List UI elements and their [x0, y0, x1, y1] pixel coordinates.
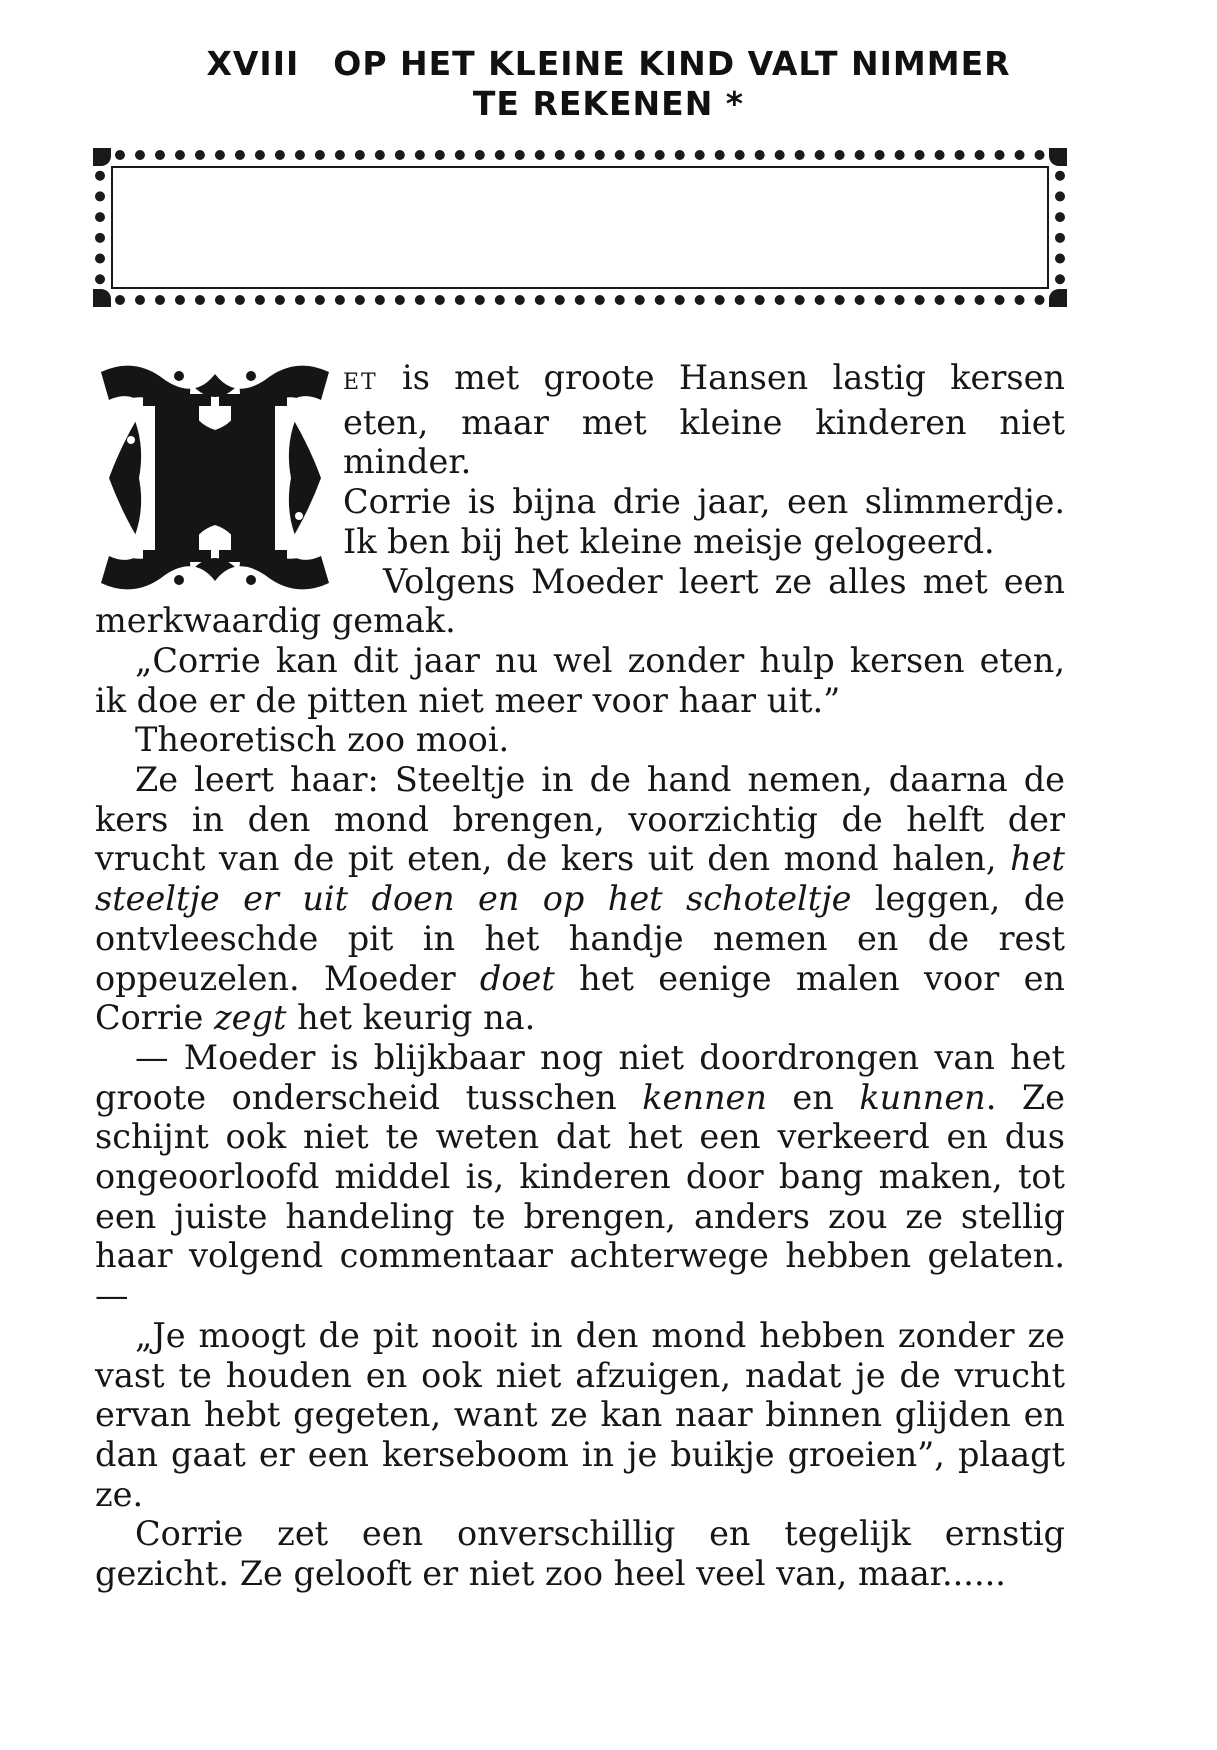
paragraph-5: Theoretisch zoo mooi. — [135, 720, 510, 760]
frame-corner-ornament — [1049, 148, 1067, 166]
paragraph-8: „Je moogt de pit nooit in den mond hebben zonder ze vast te houden en ook niet afzuigen, nadat je de vrucht ervan hebt gegeten, want ze kan naar binnen glijden en dan gaat er een kerseboom in je buikje groeien”, plaagt ze. — [95, 1315, 1065, 1514]
paragraph-3: Volgens Moeder leert ze alles met een merkwaardig gemak. — [95, 561, 1065, 641]
text-run: en — [766, 1077, 860, 1117]
text-run: Ze leert haar: Steeltje in de hand nemen, daarna de kers in den mond brengen, voorzichtig de helft der vrucht van de pit eten, de kers uit den mond halen, — [95, 760, 1065, 879]
paragraph-2: Corrie is bijna drie jaar, een slimmerdje. Ik ben bij het kleine meisje gelogeerd. — [343, 482, 1065, 561]
chapter-heading — [0, 44, 1217, 124]
italic-run: kennen — [642, 1077, 767, 1117]
frame-corner-ornament — [1049, 289, 1067, 307]
dropcap-space — [95, 358, 343, 594]
paragraph-1-text: is met groote Hansen lastig kersen eten, maar met kleine kinderen niet minder. — [343, 358, 1065, 482]
chapter-title-line-2: TE REKENEN * — [472, 84, 745, 123]
chapter-title-line-1: OP HET KLEINE KIND VALT NIMMER — [333, 44, 1011, 83]
text-run: het keurig na. — [286, 998, 536, 1038]
text-run: het eenige malen voor en Corrie — [95, 958, 1065, 1038]
chapter-heading-frame — [95, 150, 1065, 305]
italic-run: doet — [479, 958, 555, 998]
frame-corner-ornament — [93, 148, 111, 166]
paragraph-4: „Corrie kan dit jaar nu wel zonder hulp kersen eten, ik doe er de pitten niet meer voor haar uit.” — [95, 640, 1065, 720]
paragraph-9: Corrie zet een onverschillig en tegelijk ernstig gezicht. Ze gelooft er niet zoo heel veel van, maar...... — [95, 1514, 1065, 1594]
italic-run: kunnen — [859, 1077, 986, 1117]
paragraph-6 — [95, 760, 1065, 1038]
small-caps-lead: ET — [343, 370, 378, 395]
body-text — [95, 358, 1065, 1594]
text-run: — Moeder is blijkbaar nog niet doordrongen van het groote onderscheid tusschen — [95, 1037, 1065, 1117]
italic-run: zegt — [214, 998, 287, 1038]
frame-corner-ornament — [93, 289, 111, 307]
italic-run: het steeltje er uit doen en op het schoteltje — [95, 839, 1065, 919]
text-run: leggen, de ontvleeschde pit in het handje nemen en de rest oppeuzelen. Moeder — [95, 879, 1066, 998]
text-run: . Ze schijnt ook niet te weten dat het een verkeerd en dus ongeoorloofd middel is, kinderen door bang maken, tot een juiste handeling te brengen, anders zou ze stellig haar volgend commentaar achterwege hebben gelaten. — — [95, 1077, 1066, 1316]
paragraph-7 — [95, 1038, 1065, 1316]
chapter-number: XVIII — [206, 44, 300, 83]
